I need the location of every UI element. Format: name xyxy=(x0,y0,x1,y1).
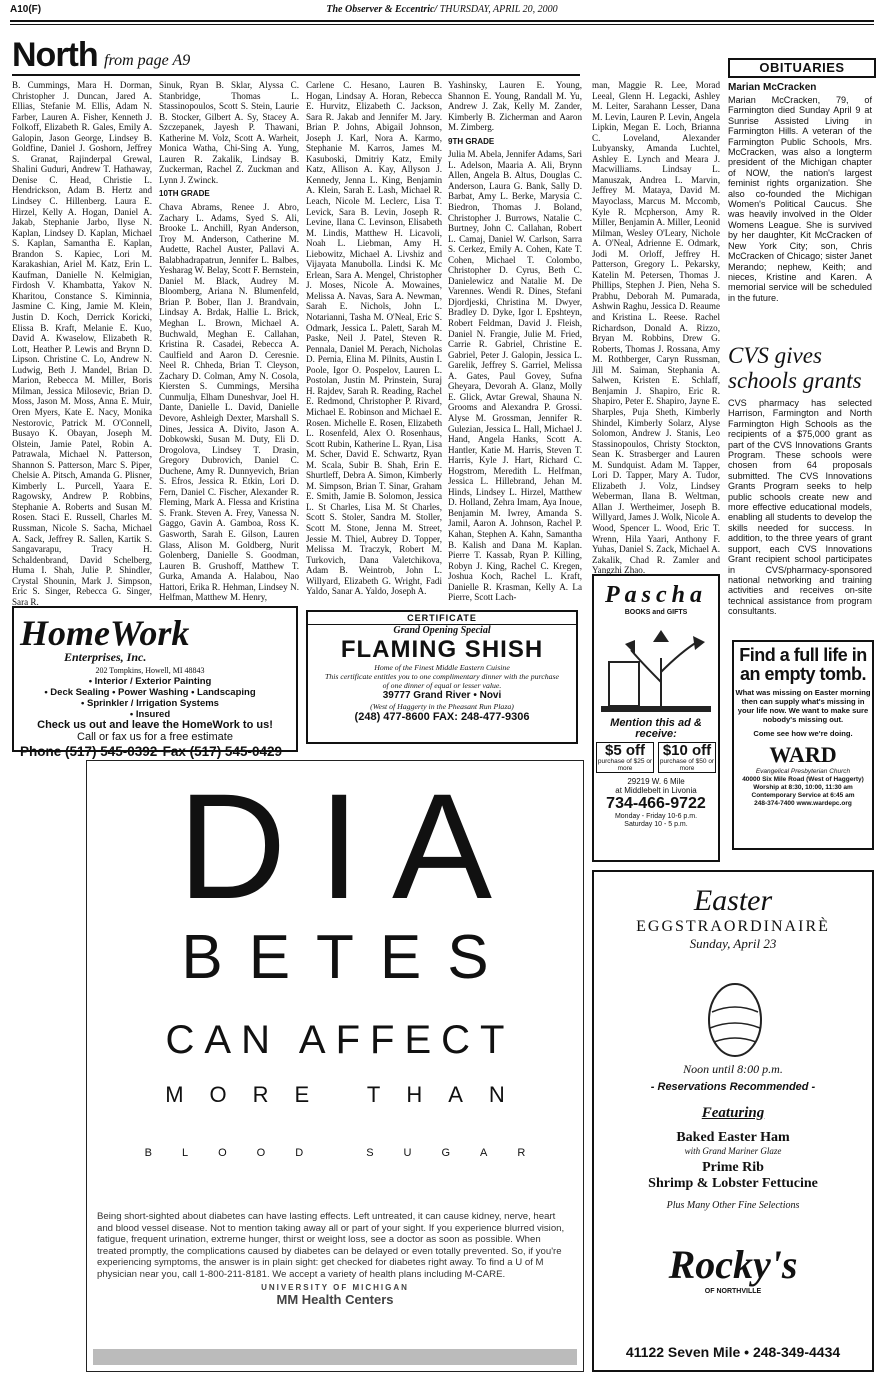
section-title: North xyxy=(12,36,98,74)
eye-chart-line-5: BLOOD SUGAR xyxy=(144,1147,556,1159)
ad-footer-band xyxy=(93,1349,577,1365)
article-column-5 xyxy=(592,80,720,576)
cvs-heading: CVS gives schools grants xyxy=(728,343,862,393)
certificate-special: Grand Opening Special xyxy=(393,625,491,636)
homework-fax: Fax (517) 545-0429 xyxy=(162,744,282,759)
event-date: Sunday, April 23 xyxy=(689,936,777,951)
service-item: • Interior / Exterior Painting xyxy=(88,676,212,687)
header-rule-thin xyxy=(10,24,874,25)
service-item: • Insured xyxy=(129,709,171,720)
article-column-4 xyxy=(448,80,582,604)
pascha-mention: Mention this ad & receive: xyxy=(610,717,702,740)
easter-lily-illustration xyxy=(601,622,711,714)
event-time: Noon until 8:00 p.m. xyxy=(683,1062,783,1076)
homework-phone: Phone (517) 545-0392 xyxy=(20,744,158,759)
pascha-address: 29219 W. 6 Mile at Middlebelt in Livonia xyxy=(615,777,697,795)
restaurant-tagline: Home of the Finest Middle Eastern Cuisine xyxy=(374,663,510,672)
certificate-title: CERTIFICATE xyxy=(308,612,576,625)
pascha-hours: Monday - Friday 10-6 p.m. Saturday 10 - 5 p.m. xyxy=(614,813,698,828)
umich-logo xyxy=(87,1283,583,1307)
pascha-phone: 734-466-9722 xyxy=(606,795,706,812)
grade-heading: 9TH GRADE xyxy=(448,136,495,146)
service-item: • Deck Sealing • Power Washing • Landscaping xyxy=(44,687,256,698)
offer-5: $5 off purchase of $25 or more xyxy=(597,742,653,772)
ward-text: What was missing on Easter morning then can supply what's missing in your life now. We want to make sure nobody's missing out. xyxy=(735,688,871,724)
section-subtitle: from page A9 xyxy=(104,52,191,69)
page-number: A10(F) xyxy=(10,4,42,15)
column-text: B. Cummings, Mara H. Dorman, Christopher J. Duncan, Jared A. Ellias, Stefanie M. Ellis, Adam N. Farber, Lauren A. Fisher, Kenneth J. Folkoff, Elizabeth R. Gales, Emily A. Galopin, Jason George, Lindsey B. Goldfine, Daniel J. Goshorn, Jeffrey S. Granat, Rajinderpal Grewal, Shalini Guduri, Andrew T. Hathaway, Denise C. Head, Christie L. Hendrickson, Adam B. Hertz and Lindsey C. Hillenberg. Laura E. Hirzel, Kelly A. Hogan, Daniel A. Jakab, Stephanie Jarbo, Ilyse N. Kaplan, Lindsey D. Kaplan, Michael S. Kaplan, Samantha E. Kaplan, Brandon S. Kapiec, Lori M. Karakashian, Ariel M. Katz, Erin L. Kaufman, Danielle N. Kelmigian, Firdosh V. Khambatta, Yakov N. Kharitou, Constance S. Kiminnia, Jasmine C. King, Jamie M. Klein, Justin D. Koch, Derrick Koricki, Elissa B. Kraft, Melanie E. Kuo, David A. Kwaselow, Elizabeth R. Lott, Heather P. Lewis and Brynn D. Lipson. Christine C. Lo, Andrew N. Ludwig, Beth J. Mandel, Brian D. Marion, Rebecca M. Miller, Boris Milman, Jessica Milosevic, Brian D. Moss, Jason M. Moss, Anna E. Muir, Oren Myers, Kate E. Nacy, Monika Nestorovic, Patrick M. O'Connell, Busayo K. Obayan, Joseph M. Olstein, Jamie Patel, Robin A. Patrawala, Michael N. Patterson, Shannon S. Patterson, Marc S. Piper, Chelsie A. Pitsch, Amanda G. Plisner, Kimberly L. Purcell, Yaara E. Ragowsky, Andrew P. Robbins, Stephanie A. Roberts and Susan M. Rosen. Staci E. Russell, Charles M. Russman, Nicole S. Sacha, Michael A. Sack, Jeffrey R. Sallen, Kartik S. Sangavarapu, Tracy H. Schaldenbrand, David Schelberg, Huma I. Shah, Julie P. Shindler, Crystal Shounin, Mark J. Simpson, Eric S. Singer, Rebecca G. Singer, Sara R. xyxy=(12,80,152,607)
rockys-logo: Rocky's xyxy=(668,1242,798,1287)
pascha-name: Pascha xyxy=(605,582,707,608)
ward-worship: Worship at 8:30, 10:00, 11:30 am xyxy=(753,784,853,791)
obituary-name: Marian McCracken xyxy=(728,82,817,93)
restaurant-location: (West of Haggerty in the Pheasant Run Plaza) xyxy=(370,702,514,711)
header-rule xyxy=(10,20,874,22)
rockys-ad xyxy=(592,870,874,1372)
rockys-address: 41122 Seven Mile • 248-349-4434 xyxy=(625,1344,841,1360)
eye-chart-line-2: BETES xyxy=(181,923,515,992)
issue-date: THURSDAY, APRIL 20, 2000 xyxy=(439,4,558,15)
pascha-sub: BOOKS and GIFTS xyxy=(624,609,688,616)
ward-church: Evangelical Presbyterian Church xyxy=(755,768,851,775)
column-text: Sinuk, Ryan B. Sklar, Alyssa C. Stanbridge, Thomas L. Stassinopoulos, Scott S. Stein, Laurie B. Stocker, Gilbert A. Sy, Stacey A. Szczepanek, Jayesh P. Thawani, Katherine M. Volz, Scott A. Warheit, Monica Watha, Chi-Sing A. Yung, Lauren R. Zakalik, Lindsay B. Zuckerman, Rachel Z. Zuckman and Lynn J. Zwinck. xyxy=(159,80,299,185)
homework-contact xyxy=(20,744,290,759)
restaurant-name: FLAMING SHISH xyxy=(340,636,544,663)
column-text: Chava Abrams, Renee J. Abro, Zachary L. Adams, Syed S. Ali, Brooke L. Anchill, Ryan Anderson, Troy M. Anderson, Catherine M. Audette, Rachel Auster, Pallavi A. Balabhadrapatrun, Jennifer L. Balbes, Yesharag W. Belay, Scott F. Bernstein, Daniel M. Black, Audrey M. Bloomberg, Ariana N. Blumenfeld, Brian P. Bober, Ilan J. Brandvain, Lindsay A. Brdak, Hallie L. Brick, Meghan L. Brown, Michael A. Buchwald, Meghan E. Callahan, Kristina R. Casadei, Rebecca A. Caulfield and Aaron D. Ceresnie. Neel R. Chheda, Brian T. Cleyson, Zachary D. Colman, Amy N. Cosola, Kiersten S. Cummings, Mersiha Cunmulja, Elham Duneshvar, Joel H. Dante, Danielle L. David, Danielle Devore, Ashleigh Dexter, Marshall S. Dines, Jessica A. Divito, Jason A. Dobkowski, Susan M. Duty, Eli D. Drogolova, Lindsey T. Drasin, Gregory Dubrovich, Daniel C. Duchene, Amy R. Dunnyevich, Brian S. Efros, Jessica R. Etkin, Lori D. Fern, Daniel C. Fischer, Alexander R. Fleming, Mark A. Flessa and Kristina S. Frank. Steven A. Frey, Vanessa N. Gaggo, Gavin A. Gamboa, Ross K. Gasworth, Sarah E. Gilson, Lauren Glass, Alison M. Goldberg, Nurit Golenberg, Danielle S. Goodman, Lauren B. Grushoff, Matthew T. Gurka, Amanda A. Halabou, Nao Hattori, Erika R. Hehman, Lindsey N. Helfman, Matthew M. Henry, xyxy=(159,202,299,603)
eye-chart-line-3: CAN AFFECT xyxy=(165,1018,515,1062)
diabetes-body: Being short-sighted about diabetes can have lasting effects. Left untreated, it can cause kidney, nerve, heart and blood vessel disease. Not to mention taking away all or part of your sight. If you experience blurred vision, fatigue, frequent urination, extreme hunger, thirst or weight loss, see a doctor as soon as possible. When treated promptly, the complications caused by diabetes can be delayed or even totally prevented. So, if you're experiencing symptoms, the answer is in plain sight: get checked for diabetes right away. To find a U of M physician near you, call 1-800-211-8181. We accept a variety of health plans including M-CARE. xyxy=(97,1211,565,1280)
homework-sub: Enterprises, Inc. xyxy=(64,650,147,664)
easter-title: Easter xyxy=(693,884,773,917)
article-column-2 xyxy=(159,80,299,604)
eye-chart-line-4: MORE THAN xyxy=(165,1082,531,1107)
org-name: MM Health Centers xyxy=(276,1292,394,1307)
column-text: Carlene C. Hesano, Lauren B. Hogan, Lindsay A. Horan, Rebecca E. Hurvitz, Elizabeth C. Jackson, Sara R. Jakab and Jennifer M. Jary. Brian P. Johns, Abigail Johnson, Joseph J. Karl, Nora A. Karmo, Stephanie M. Karros, James M. Kasuboski, Dmitriy Katz, Emily Katz, Allison A. Kay, Allyson J. Kennedy, Jenna L. King, Benjamin A. Klein, Sarah E. Lash, Michael R. Leach, Nicole M. Leclerc, Lisa T. Levick, Sara B. Levin, Joseph R. Levine, Ilana C. Levinson, Elisabeth M. Lindis, Matthew H. Licavoli, Noah L. Liebman, Amy H. Liebowitz, Michael A. Livshiz and Vijayata Manubolla. Lindsi K. Mc Erlean, Sara A. Mengel, Christopher J. Moses, Nicole A. Mowaines, Melissa A. Navas, Sara A. Newman, Sarah E. Nichols, John L. Notarianni, Tasha M. O'Neal, Eric S. Odmark, Jessica L. Palett, Sarah M. Paske, Neil J. Patel, Steven R. Pennala, Daniel M. Perach, Nicholas D. Pernia, Elina M. Pilnits, Austin I. Poole, Igor O. Pospelov, Lauren L. Postolan, Justin M. Prinstein, Suraj H. Rajdev, Sarah R. Reading, Rachel E. Redmond, Christopher P. Rivard, Michael E. Robinson and Michael E. Rosen. Michelle E. Rosen, Elizabeth L. Rosenfeld, Alex O. Rosenhaus, Scott Rubin, Katherine L. Ryan, Lisa M. Scher, David E. Schwartz, Ryan M. Scala, Subir B. Shah, Erin E. Shurtleff, Debra A. Simon, Kimberly M. Simpson, Brian T. Sinar, Graham E. Smith, Jamie B. Solomon, Jessica L. St Charles, Lisa M. St Charles, Scott S. Stoler, Sandra M. Stoller, Scott M. Stone, Jenna M. Street, Jessie M. Thiel, Aubrey D. Topper, Melissa M. Traczyk, Robert M. Turkovich, Dana Valetchikova, Adam B. Weintrob, John L. Willyard, Elizabeth G. Wright, Fadi Yaldo, Sanar A. Yaldo, Joseph A. xyxy=(306,80,442,597)
ward-headline: Find a full life in an empty tomb. xyxy=(739,645,867,684)
homework-services xyxy=(20,676,280,720)
homework-call: Call or fax us for a free estimate xyxy=(77,731,233,743)
restaurant-address: 39777 Grand River • Novi xyxy=(382,690,502,701)
more-selections: Plus Many Other Fine Selections xyxy=(666,1200,800,1211)
egg-illustration xyxy=(700,972,770,1062)
pascha-offers xyxy=(594,742,718,773)
ward-church-ad xyxy=(732,640,874,850)
org-top: UNIVERSITY OF MICHIGAN xyxy=(261,1283,409,1292)
flaming-shish-certificate xyxy=(306,610,578,744)
reservations: - Reservations Recommended - xyxy=(650,1081,816,1093)
featuring-label: Featuring xyxy=(701,1105,765,1121)
homework-logo: HomeWork xyxy=(20,613,190,653)
column-text: man, Maggie R. Lee, Morad Leeal, Glenn H. Legacki, Ashley M. Leiter, Sarahann Lesser, Dana M. Levin, Lauren P. Levin, Angela Lipkin, Megan E. Loch, Brianna C. Loveland, Alexander Lubyansky, Amanda Luchtel, Ashley E. Lynch and Meara J. Macwilliams. Lindsay L. Manuszak, Andrea L. Marvin, Jeffrey M. Mataya, David M. Mayoclass, Marcus M. Mccomb, Kyle R. Mcpherson, Amy R. Miller, Benjamin A. Miller, Leonid Milman, Wesley O'Leary, Nichole A. O'Neal, Adrienne E. Odmark, Jodi M. Orloff, Jeffrey H. Patterson, Gregory L. Pekarsky, Katelin M. Petersen, Thomas J. Phillips, Stephen J. Pien, Neha S. Prabhu, Deborah M. Pumarada, Ashwin Raghu, Jessica D. Reaume and Kristina L. Reese. Rachel Richardson, Donald A. Rizzo, Bryan M. Robbins, Drew G. Roberts, Thomas J. Rossana, Amy M. Rothberger, Caryn Russman, Jill M. Saiman, Stephania A. Salwen, Kristen E. Schlaff, Benjamin J. Shapiro, Eric R. Shapiro, Peter E. Shapiro, Jayne E. Sharples, Puja Sheth, Kimberly Shindel, Kimberly Solarz, Alyse Solomon, Andrew J. Stanis, Leo Stassinopoulos, Christy Stockton, Sean K. Strasberger and Lauren M. Sundquist. Adam M. Tapper, Lori D. Tapper, Mary A. Tudor, Elizabeth J. Volz, Lindsey Weberman, Ilana B. Weltman, Allan J. Wertheimer, Joseph B. Willyard, James J. Wolk, Nicole A. Wood, Spencer L. Wood, Eric T. Wrenn, Hila Yaari, Anthony F. Yuhas, Daniel S. Zack, Michael A. Zakalik, Chad R. Zamler and Yangzhi Zhao. xyxy=(592,80,720,576)
rockys-location: OF NORTHVILLE xyxy=(704,1288,762,1295)
eggstraordinaire: EGGSTRAORDINAIRÈ xyxy=(636,918,830,935)
column-text: Julia M. Abela, Jennifer Adams, Sari L. Adelson, Maaria A. Ali, Brynn Allen, Angela B. Altus, Douglas C. Anderson, Laura G. Bank, Sally D. Barbat, Amy L. Berke, Marysia C. Biedron, Thomas J. Boland, Christopher J. Burrows, Natalie C. Burtney, John C. Callahan, Robert L. Camaj, Daniel W. Carlson, Sarra S. Cerkez, Emily A. Cohen, Kate T. Cohen, Michael T. Colombo, Christopher D. Cyrus, Beth C. Danielewicz and Natalie M. De Varennes. Wendi R. Dines, Stefani Djordjeski, Christina M. Dwyer, Bradley D. Dyke, Igor I. Epshteyn, Robert Feldman, David J. Fleish, Daniel N. Frangie, Julie M. Fried, Carrie R. Gabriel, Christine E. Gabriel, Peter J. Galopin, Jessica L. Garelik, Jeffrey S. Garriel, Melissa A. Gates, Paul Govey, Sufna Gheyara, Devorah A. Glanz, Molly E. Glick, Avtar Grewal, Shauna N. Grooms and Alexandra P. Grossi. Alyse M. Grossman, Jennifer R. Gulezian, Jessica L. Hall, Michael J. Hand, Angela Hanks, Scott A. Hantler, Katie M. Harris, Steven T. Harris, Kyle J. Hart, Richard C. Hogstrom, Meredith L. Helfman, Jessica L. Hillebrand, Jehan M. Hinds, Lindsey L. Hirzel, Matthew D. Holland, Zehra Imam, Aya Inoue, Benjamin M. Iwrey, Amanda S. Jamil, Aaron A. Johnson, Rachel P. Kahan, Stephen A. Kahn, Samantha B. Kalish and Dana M. Kaplan. Pierre T. Kassab, Ryan P. Killing, Robyn J. King, Rachel C. Kregen, Joshua Koch, Rachel L. Kraft, Danielle R. Krasman, Kelly A. La Pierre, Scott Lach- xyxy=(448,149,582,603)
certificate-offer: This certificate entitles you to one complimentary dinner with the purchase of one dinner of equal or lesser value. xyxy=(324,672,559,690)
section-rule xyxy=(12,74,580,76)
ward-contemporary: Contemporary Service at 6:45 am xyxy=(751,792,855,799)
ward-address: 40000 Six Mile Road (West of Haggerty) xyxy=(742,776,864,783)
service-item: • Sprinkler / Irrigation Systems xyxy=(81,698,219,709)
column-text: Yashinsky, Lauren E. Young, Shannon E. Young, Randall M. Yu, Andrew J. Zak, Kelly M. Zander, Kimberly B. Zicherman and Aaron M. Zimberg. xyxy=(448,80,582,133)
grade-heading: 10TH GRADE xyxy=(159,189,210,199)
diabetes-ad xyxy=(86,760,584,1372)
menu-item-1-sub: with Grand Mariner Glaze xyxy=(684,1146,782,1156)
ward-logo: WARD xyxy=(769,742,837,767)
homework-address: 202 Tompkins, Howell, MI 48843 xyxy=(95,666,205,675)
article-column-1 xyxy=(12,80,152,607)
restaurant-phone: (248) 477-8600 FAX: 248-477-9306 xyxy=(354,711,530,723)
menu-item-3: Shrimp & Lobster Fettucine xyxy=(648,1176,818,1191)
menu-item-1: Baked Easter Ham xyxy=(676,1130,790,1145)
masthead xyxy=(10,4,874,15)
offer-10: $10 off purchase of $50 or more xyxy=(659,742,715,772)
pascha-ad xyxy=(592,574,720,862)
article-column-3 xyxy=(306,80,442,604)
ward-phone: 248-374-7400 www.wardepc.org xyxy=(754,800,852,807)
ward-invite: Come see how we're doing. xyxy=(753,729,853,738)
obituaries-heading: OBITUARIES xyxy=(728,58,876,78)
menu-item-2: Prime Rib xyxy=(702,1160,764,1175)
homework-cta: Check us out and leave the HomeWork to us! xyxy=(37,719,273,731)
paper-name: The Observer & Eccentric/ xyxy=(326,4,438,15)
page-header xyxy=(10,4,874,20)
cvs-text: CVS pharmacy has selected Harrison, Farmington and North Farmington High Schools as the recipients of a $75,000 grant as part of the CVS Innovations Grants Program. These schools were chosen from 64 proposals submitted. The CVS Innovations Grants Program seeks to help public schools create new and more effective educational models, enabling all students to develop the skills needed for success. In addition, to the three years of grant support, each CVS Innovations Grant recipient school participates in CVS/pharmacy-sponsored national networking and training activities and receives on-site technical assistance from program consultants. xyxy=(728,398,872,617)
eye-chart-line-1: DIA xyxy=(177,762,525,930)
obituary-text: Marian McCracken, 79, of Farmington died Sunday April 9 at Sunrise Assisted Living in Farmington Hills. A veteran of the Farmington Public Schools, Mrs. McCracken, was also a longterm president of the Michigan chapter of NOW, the nation's largest feminist rights organization. She also co-founded the Michigan Women's Political Caucus. She was heavily involved in the Older Womens League. She is survived by her daughter, Kit McCracken of New York City; son, Chris McCracken of Chicago; sister Janet Merando; nephew, Keith; and nieces, Kristine and Karen. A memorial service will be scheduled in the future. xyxy=(728,95,872,303)
